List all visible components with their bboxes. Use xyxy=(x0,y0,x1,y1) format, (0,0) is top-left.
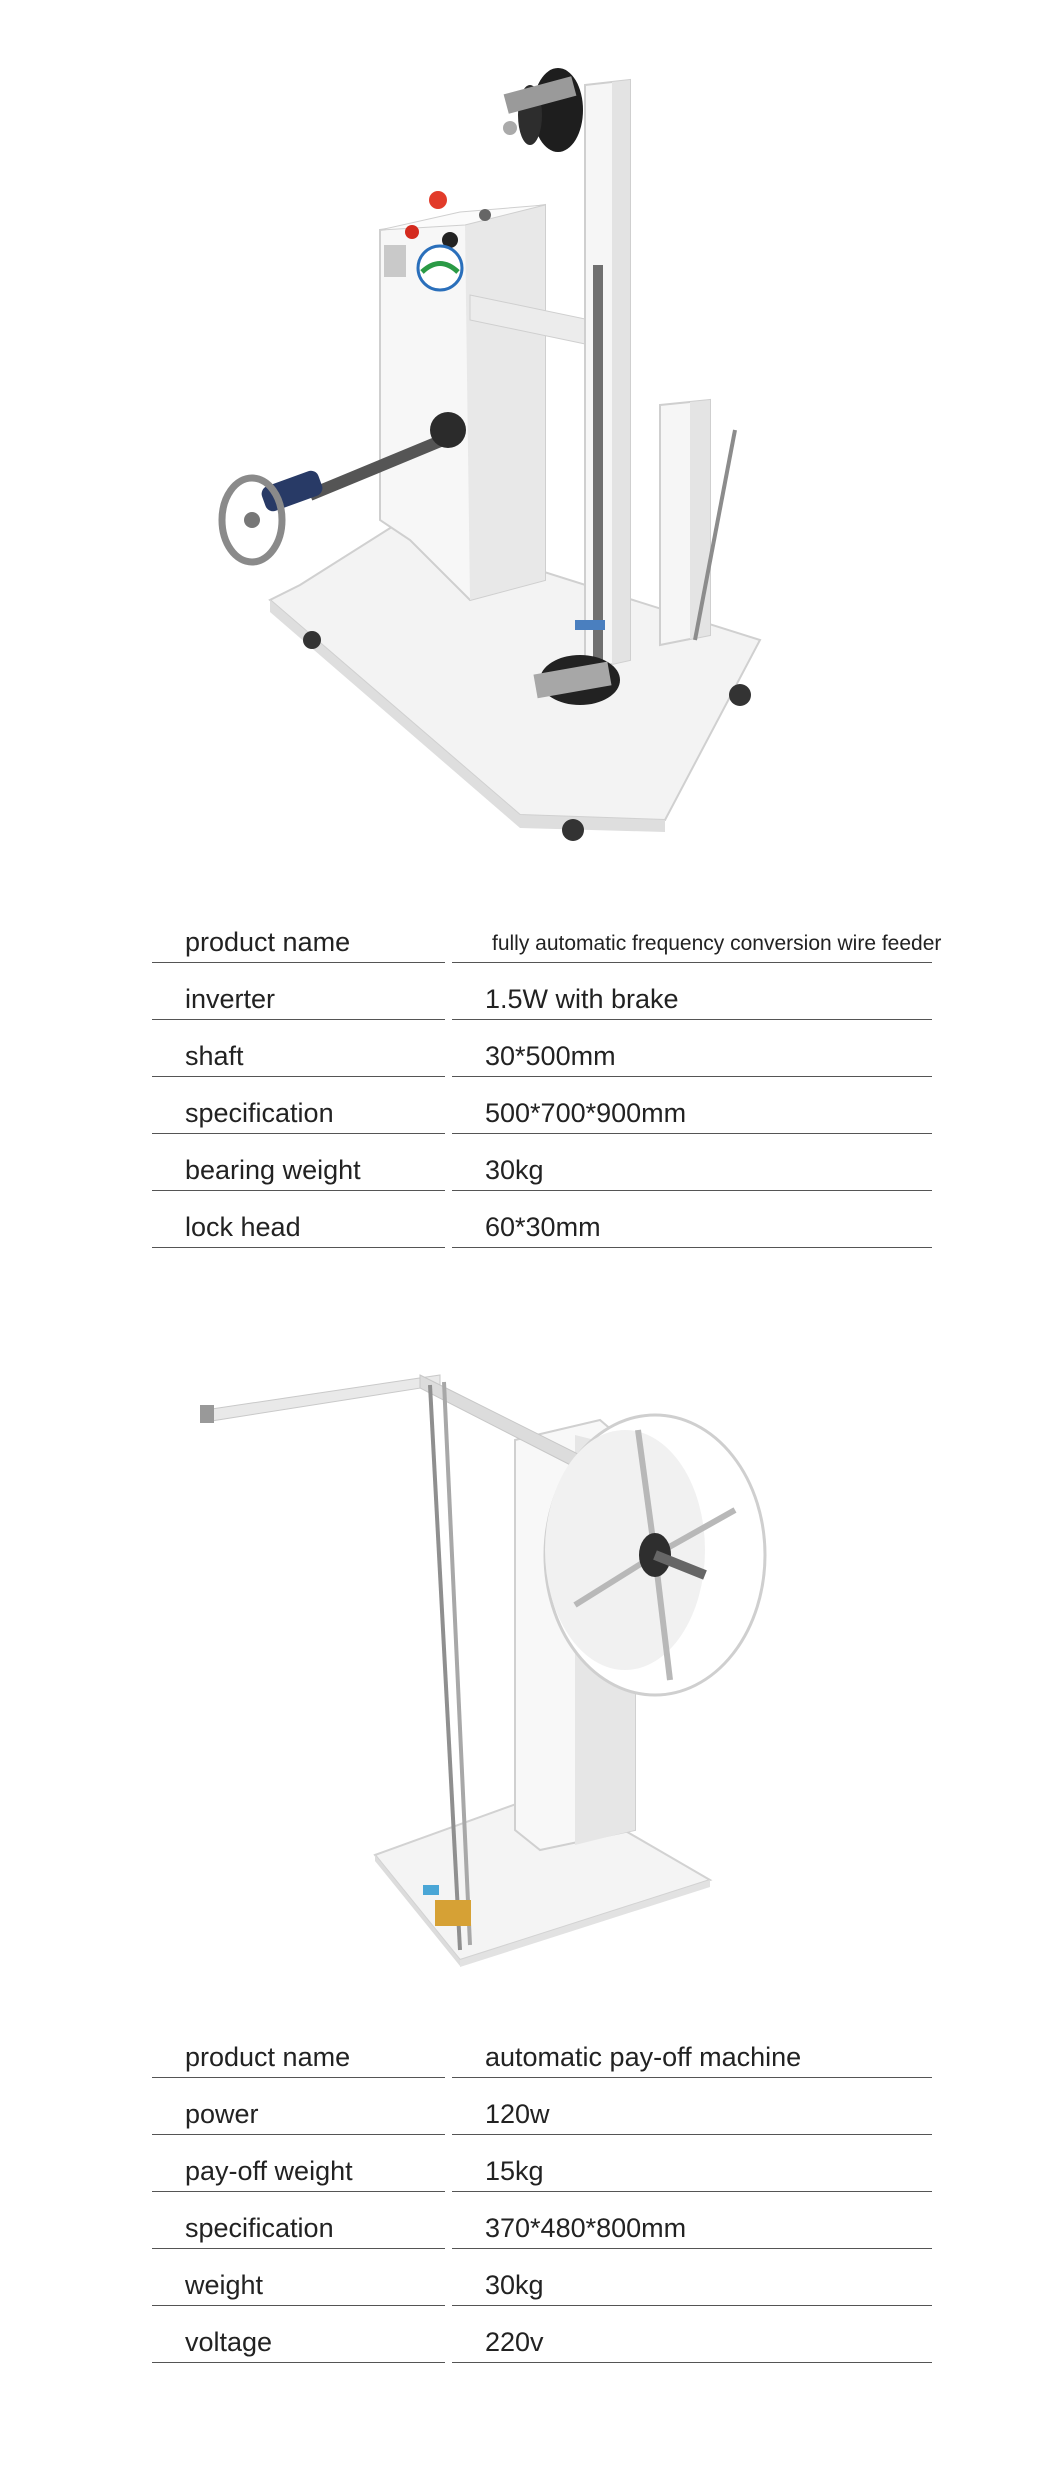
spec-label: pay-off weight xyxy=(152,2139,445,2192)
spec-label: shaft xyxy=(152,1024,445,1077)
spec-label: inverter xyxy=(152,967,445,1020)
spec-row xyxy=(152,2139,932,2196)
spec-value: 1.5W with brake xyxy=(452,967,932,1020)
spec-row xyxy=(152,2196,932,2253)
spec-row xyxy=(152,2025,932,2082)
spec-value: 60*30mm xyxy=(452,1195,932,1248)
spec-row xyxy=(152,967,932,1024)
spec-row xyxy=(152,910,942,967)
spec-row xyxy=(152,1024,932,1081)
spec-value: 120w xyxy=(452,2082,932,2135)
pay-off-machine-spec-table xyxy=(152,2025,932,2367)
spec-label: voltage xyxy=(152,2310,445,2363)
spec-label: specification xyxy=(152,1081,445,1134)
spec-label: bearing weight xyxy=(152,1138,445,1191)
spec-value: 500*700*900mm xyxy=(452,1081,932,1134)
wire-feeder-photo xyxy=(0,0,1060,870)
spec-value: 30*500mm xyxy=(452,1024,932,1077)
spec-row xyxy=(152,1138,932,1195)
spec-value: 30kg xyxy=(452,1138,932,1191)
spec-label: lock head xyxy=(152,1195,445,1248)
spec-label: power xyxy=(152,2082,445,2135)
spec-label: product name xyxy=(152,910,445,963)
spec-value: 220v xyxy=(452,2310,932,2363)
spec-row xyxy=(152,2082,932,2139)
spec-row xyxy=(152,1195,932,1252)
pay-off-machine-photo xyxy=(0,1360,1060,1990)
spec-value: 370*480*800mm xyxy=(452,2196,932,2249)
spec-row xyxy=(152,1081,932,1138)
spec-value: 30kg xyxy=(452,2253,932,2306)
spec-value: fully automatic frequency conversion wire feeder xyxy=(452,910,932,963)
spec-value: 15kg xyxy=(452,2139,932,2192)
wire-feeder-spec-table xyxy=(152,910,942,1252)
spec-row xyxy=(152,2253,932,2310)
spec-label: specification xyxy=(152,2196,445,2249)
spec-label: product name xyxy=(152,2025,445,2078)
spec-value: automatic pay-off machine xyxy=(452,2025,932,2078)
spec-label: weight xyxy=(152,2253,445,2306)
spec-row xyxy=(152,2310,932,2367)
